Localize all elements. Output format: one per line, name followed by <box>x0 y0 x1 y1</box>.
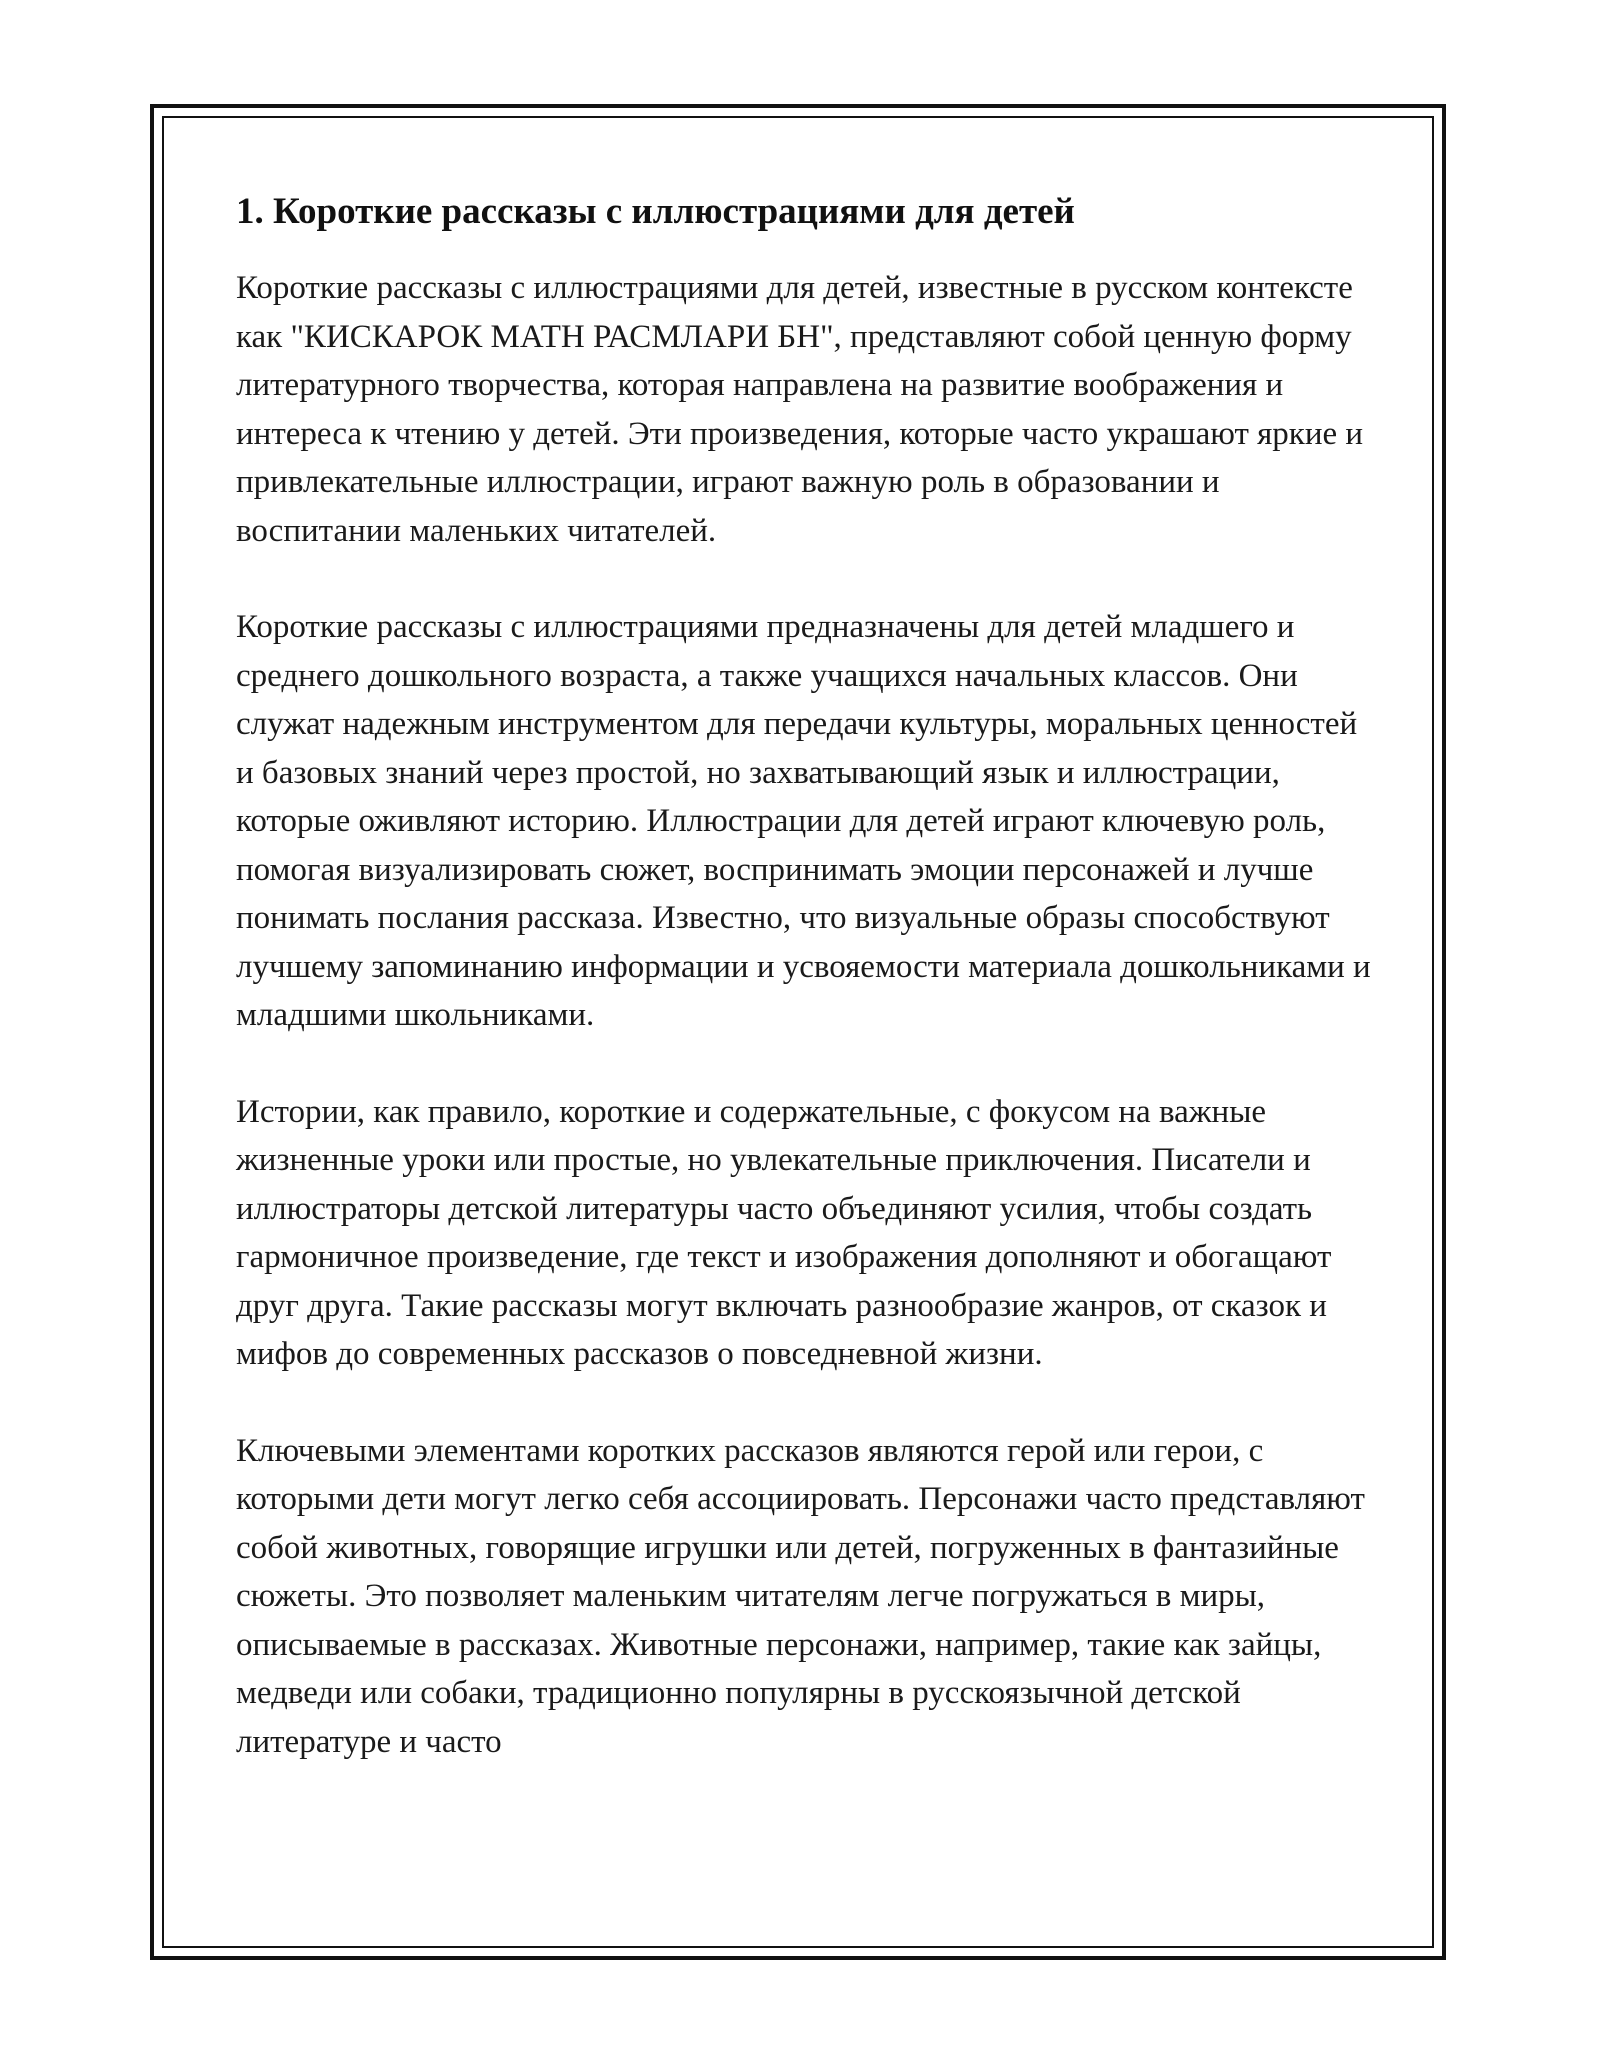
paragraph-4: Ключевыми элементами коротких рассказов являются герой или герои, с которыми дети могут легко себя ассоциировать. Персонажи часто представляют собой животных, говорящие игрушки или детей, погруженных в фантазийные сюжеты. Это позволяет маленьким читателям легче погружаться в миры, описываемые в рассказах. Животные персонажи, например, такие как зайцы, медведи или собаки, традиционно популярны в русскоязычной детской литературе и часто <box>236 1432 1365 1760</box>
paragraph-3: Истории, как правило, короткие и содержательные, с фокусом на важные жизненные уроки или простые, но увлекательные приключения. Писатели и иллюстраторы детской литературы часто объединяют усилия, чтобы создать гармоничное произведение, где текст и изображения дополняют и обогащают друг друга. Такие рассказы могут включать разнообразие жанров, от сказок и мифов до современных рассказов о повседневной жизни. <box>236 1093 1332 1372</box>
paragraph-1: Короткие рассказы с иллюстрациями для детей, известные в русском контексте как "КИСКАРОК МАТН РАСМЛАРИ БН", представляют собой ценную форму литературного творчества, которая направлена на развитие воображения и интереса к чтению у детей. Эти произведения, которые часто украшают яркие и привлекательные иллюстрации, играют важную роль в образовании и воспитании маленьких читателей. <box>236 270 1364 549</box>
section-heading: 1. Короткие рассказы с иллюстрациями для детей <box>236 191 1075 232</box>
paragraph-2: Короткие рассказы с иллюстрациями предназначены для детей младшего и среднего дошкольного возраста, а также учащихся начальных классов. Они служат надежным инструментом для передачи культуры, моральных ценностей и базовых знаний через простой, но захватывающий язык и иллюстрации, которые оживляют историю. Иллюстрации для детей играют ключевую роль, помогая визуализировать сюжет, воспринимать эмоции персонажей и лучше понимать послания рассказа. Известно, что визуальные образы способствуют лучшему запоминанию информации и усвояемости материала дошкольниками и младшими школьниками. <box>236 609 1371 1033</box>
document-body <box>236 186 1382 1766</box>
